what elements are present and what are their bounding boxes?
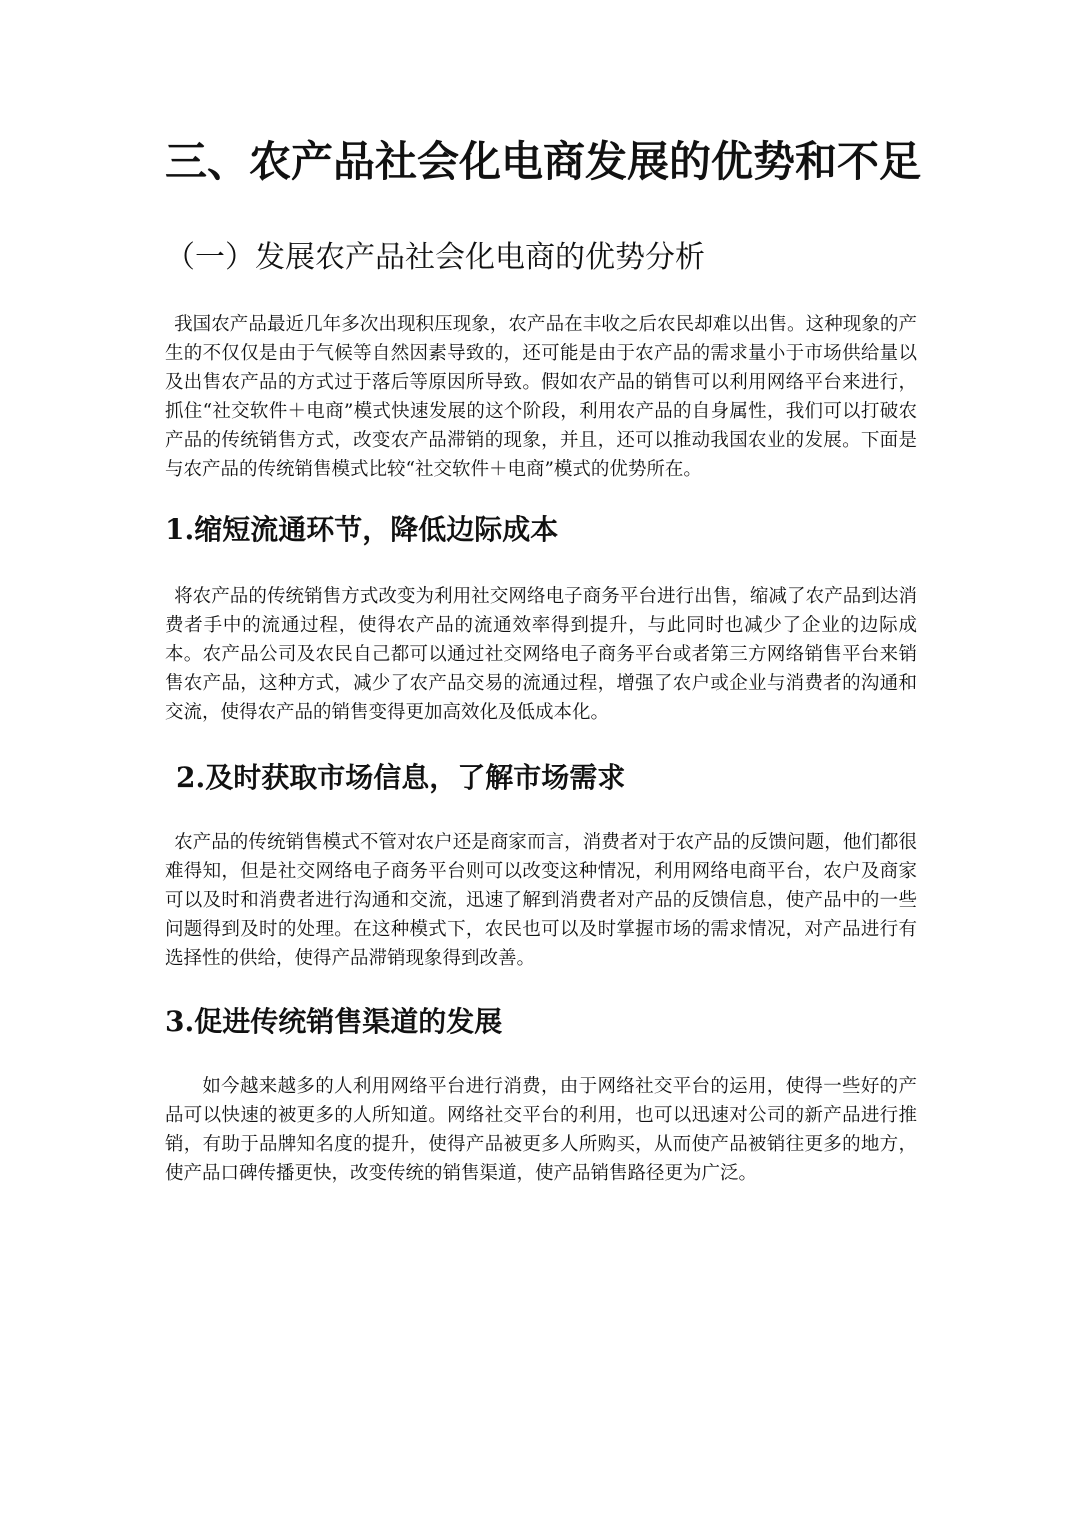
point-1-title: 1.缩短流通环节，降低边际成本 <box>165 513 559 546</box>
point-2-title: 2.及时获取市场信息，了解市场需求 <box>176 761 626 794</box>
point-1-paragraph <box>165 582 917 727</box>
intro-paragraph-text: 我国农产品最近几年多次出现积压现象，农产品在丰收之后农民却难以出售。这种现象的产生的不仅仅是由于气候等自然因素导致的，还可能是由于农产品的需求量小于市场供给量以及出售农产品的方式过于落后等原因所导致。假如农产品的销售可以利用网络平台来进行，抓住“社交软件＋电商”模式快速发展的这个阶段，利用农产品的自身属性，我们可以打破农产品的传统销售方式，改变农产品滞销的现象，并且，还可以推动我国农业的发展。下面是与农产品的传统销售模式比较“社交软件＋电商”模式的优势所在。 <box>165 314 917 480</box>
section-title: （一）发展农产品社会化电商的优势分析 <box>165 240 705 275</box>
point-2-paragraph <box>165 828 917 973</box>
point-3-text: 如今越来越多的人利用网络平台进行消费，由于网络社交平台的运用，使得一些好的产品可以快速的被更多的人所知道。网络社交平台的利用，也可以迅速对公司的新产品进行推销，有助于品牌知名度的提升，使得产品被更多人所购买，从而使产品被销往更多的地方，使产品口碑传播更快，改变传统的销售渠道，使产品销售路径更为广泛。 <box>165 1076 917 1184</box>
point-1-text: 将农产品的传统销售方式改变为利用社交网络电子商务平台进行出售，缩减了农产品到达消费者手中的流通过程，使得农产品的流通效率得到提升，与此同时也减少了企业的边际成本。农产品公司及农民自己都可以通过社交网络电子商务平台或者第三方网络销售平台来销售农产品，这种方式，减少了农产品交易的流通过程，增强了农户或企业与消费者的沟通和交流，使得农产品的销售变得更加高效化及低成本化。 <box>165 586 917 723</box>
chapter-title: 三、农产品社会化电商发展的优势和不足 <box>165 137 922 186</box>
point-2-text: 农产品的传统销售模式不管对农户还是商家而言，消费者对于农产品的反馈问题，他们都很难得知，但是社交网络电子商务平台则可以改变这种情况，利用网络电商平台，农户及商家可以及时和消费者进行沟通和交流，迅速了解到消费者对产品的反馈信息，使产品中的一些问题得到及时的处理。在这种模式下，农民也可以及时掌握市场的需求情况，对产品进行有选择性的供给，使得产品滞销现象得到改善。 <box>165 832 917 969</box>
point-3-paragraph <box>165 1072 917 1188</box>
point-3-title: 3.促进传统销售渠道的发展 <box>165 1005 503 1038</box>
intro-paragraph <box>165 310 917 484</box>
